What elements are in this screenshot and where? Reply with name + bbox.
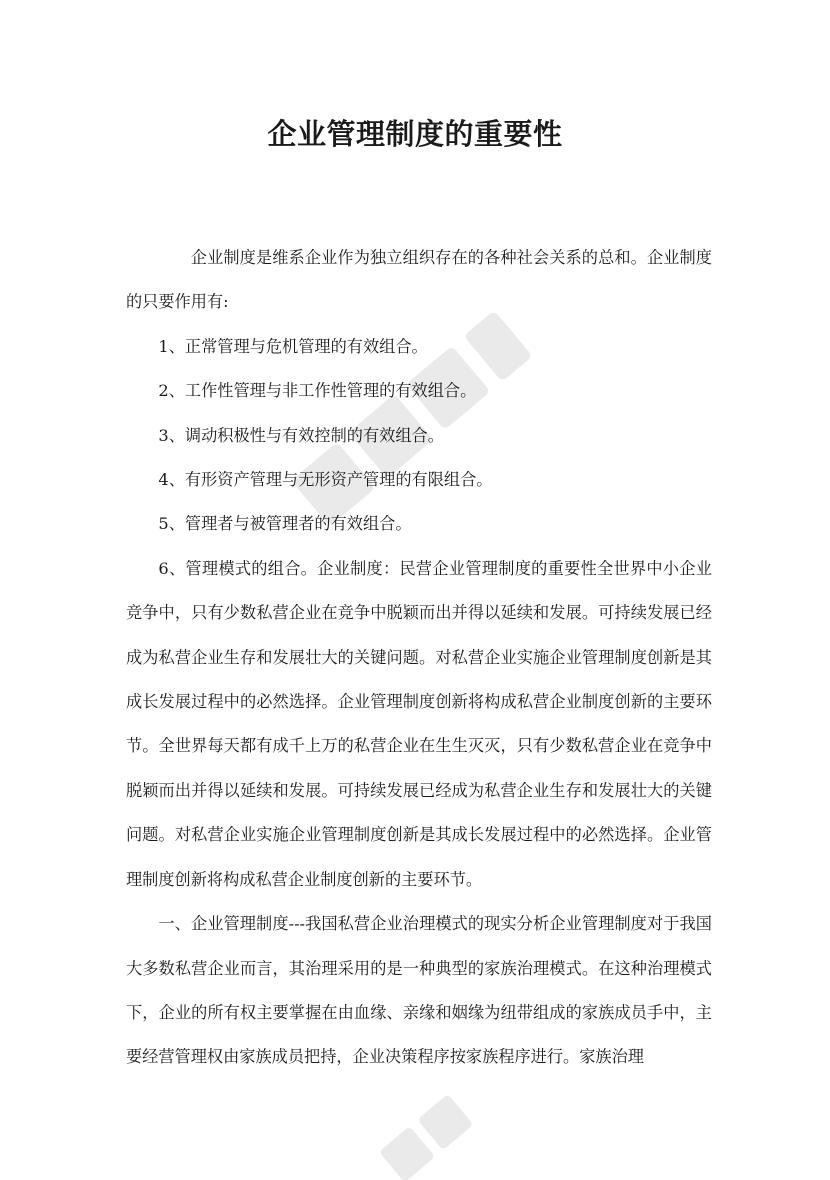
document-title: 企业管理制度的重要性 [267, 117, 563, 151]
list-item-5: 5、管理者与被管理者的有效组合。 [158, 514, 412, 534]
list-item-6: 6、管理模式的组合。企业制度：民营企业管理制度的重要性全世界中小企业竞争中，只有少数私营企业在竞争中脱颖而出并得以延续和发展。可持续发展已经成为私营企业生存和发展壮大的关键问题。对私营企业实施企业管理制度创新是其成长发展过程中的必然选择。企业管理制度创新将构成私营企业制度创新的主要环节。全世界每天都有成千上万的私营企业在生生灭灭，只有少数私营企业在竞争中脱颖而出并得以延续和发展。可持续发展已经成为私营企业生存和发展壮大的关键问题。对私营企业实施企业管理制度创新是其成长发展过程中的必然选择。企业管理制度创新将构成私营企业制度创新的主要环节。 [126, 558, 712, 889]
document-body [126, 236, 712, 1080]
list-item-3: 3、调动积极性与有效控制的有效组合。 [158, 425, 444, 445]
list-item-2: 2、工作性管理与非工作性管理的有效组合。 [158, 381, 477, 401]
list-item-4: 4、有形资产管理与无形资产管理的有限组合。 [158, 470, 493, 490]
paragraph-intro: 企业制度是维系企业作为独立组织存在的各种社会关系的总和。企业制度的只要作用有: [126, 248, 712, 312]
watermark-logo-bottom [360, 1090, 500, 1180]
list-item-1: 1、正常管理与危机管理的有效组合。 [158, 336, 428, 356]
paragraph-section-1: 一、企业管理制度---我国私营企业治理模式的现实分析企业管理制度对于我国大多数私营企业而言，其治理采用的是一种典型的家族治理模式。在这种治理模式下，企业的所有权主要掌握在由血缘、亲缘和姻缘为纽带组成的家族成员手中，主要经营管理权由家族成员把持，企业决策程序按家族程序进行。家族治理 [126, 914, 712, 1067]
